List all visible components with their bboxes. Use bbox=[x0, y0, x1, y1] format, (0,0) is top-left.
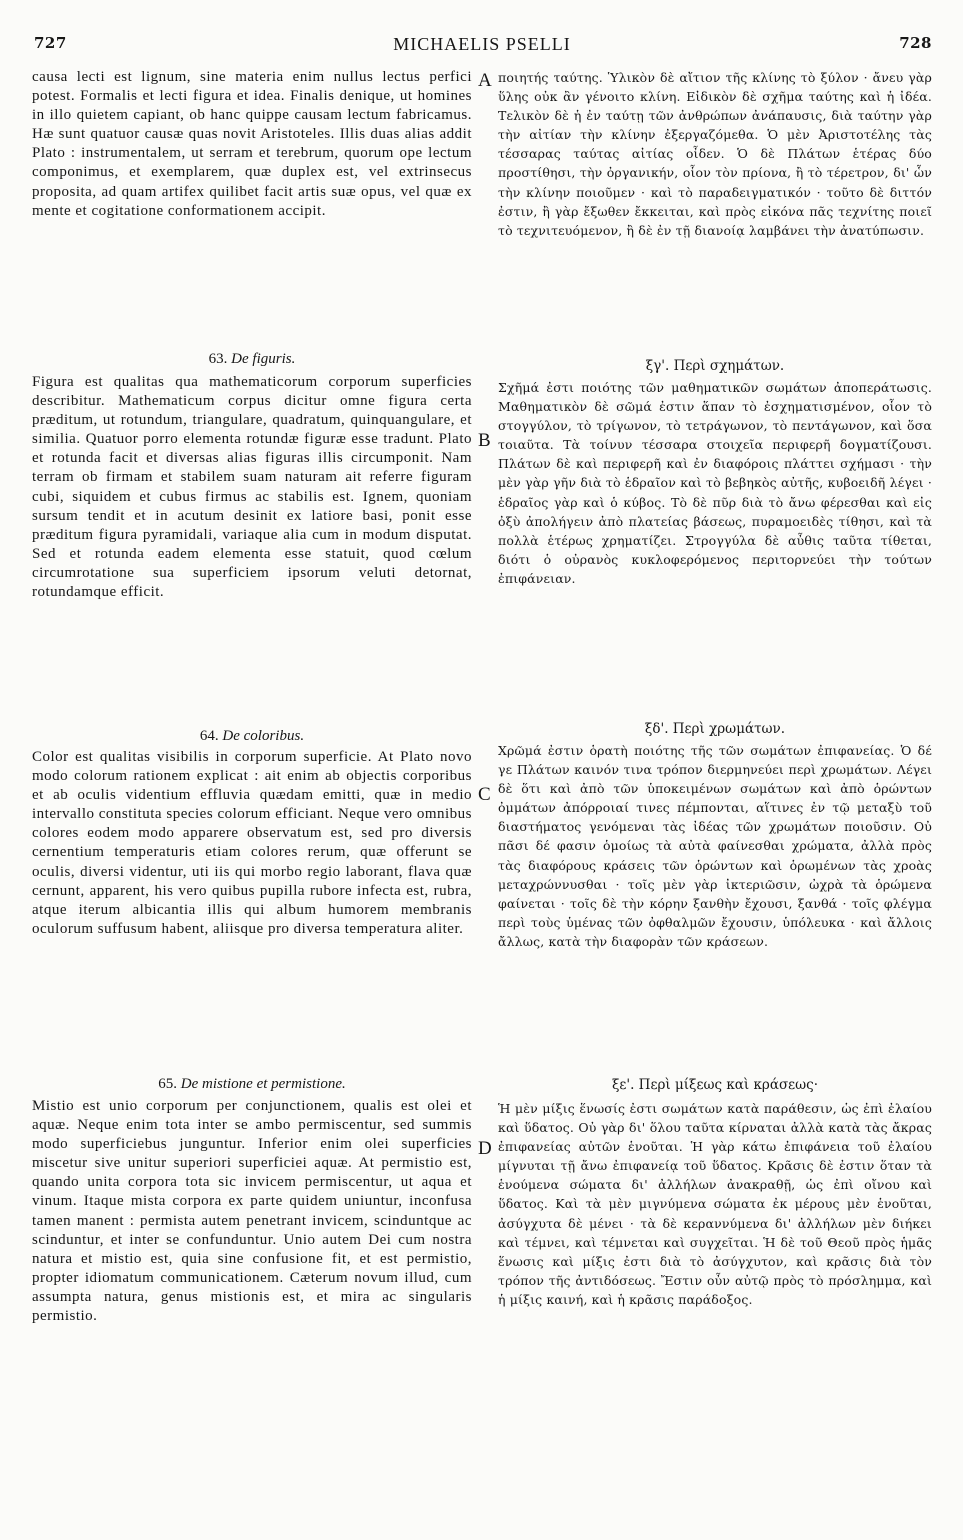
left-page-number: 727 bbox=[34, 34, 67, 52]
section-number: 65. bbox=[158, 1076, 177, 1092]
latin-section-64-text: Color est qualitas visibilis in corporum superficie. At Plato novo modo colorum rationem explicat : ait enim ab objectis corporibus et ab oculis videntium effluvia quædam emitti, quæ in medio intervallo constituta species colorum efficiant. Neque vero omnibus colores eodem modo apparere observatum est, sed pro diversis cernentium temperaturis etiam colores rerum, quæ offerunt se oculis, diversi videntur, uti iis qui morbo regio laborant, flava quæ cernunt, apparent, his vero quibus pupilla rubore infecta est, rubra, atque iterum albicantia illis qui album humorem membranis oculorum suffusum habent, aliisque pro diversa temperatura aliter. bbox=[32, 749, 472, 937]
margin-marker-d: D bbox=[478, 1138, 492, 1159]
section-title: De mistione et permistione. bbox=[180, 1076, 346, 1092]
running-title: MICHAELIS PSELLI bbox=[393, 34, 571, 54]
latin-section-63-text: Figura est qualitas qua mathematicorum corporum superficies describitur. Mathematicum corpus dicitur omne figura certa præditum, ut rotundum, triangulare, quadratum, quinquangulare, et similia. Quatuor porro elementa rotundæ figuræ esse tradunt. Plato et rotunda facit et diversas alias figuras illis circumponit. Nam terram ob firmam et stabilem suam naturam ait referre figuram cubi, siquidem et cubus firmus ac stabilis est. Ignem, quoniam sursum tendit et in acutum desinit ex latiore basi, ponit esse præditum figura pyramidali, variaque alia cum in modum disputat. Sed et rotunda eadem elementa esse statuit, quod cœlum circumrotatione sua superficiem ipsorum veluti detornat, rotundamque efficit. bbox=[32, 374, 472, 601]
latin-section-64-heading bbox=[32, 727, 472, 746]
page-header bbox=[32, 34, 932, 60]
greek-section-63-heading: ξγ'. Περὶ σχημάτων. bbox=[645, 358, 785, 374]
section-title: De figuris. bbox=[231, 351, 296, 367]
greek-section-63-text: Σχῆμά ἐστι ποιότης τῶν μαθηματικῶν σωμάτων ἀποπεράτωσις. Μαθηματικὸν δὲ σῶμά ἐστιν ἅπαν τὸ ἐσχηματισμένον, οἷον τὸ στογγύλον, τὸ τρίγωνον, τὸ τετράγωνον, τὸ πεντάγωνον, καὶ ὅσα τοιαῦτα. Τὰ τοίνυν τέσσαρα στοιχεῖα περιφερῆ δογματίζουσι. Πλάτων δὲ καὶ περιφερῆ καὶ ἐν διαφόροις πλάττει σχήμασι · τὴν μὲν γὰρ γῆν διὰ τὸ ἑδραῖον καὶ τὸ βεβηκὸς αὐτῆς, κυβοειδῆ λέγει · ἑδραῖος γὰρ καὶ ὁ κύβος. Τὸ δὲ πῦρ διὰ τὸ ἄνω φέρεσθαι καὶ εἰς ὀξὺ ἀπολήγειν ἀπὸ πλατείας βάσεως, πυραμοειδὲς τίθησι, καὶ τὰ πολλὰ ἑτέρως χρηματίζει. Στρογγύλα δὲ αὖθις ταῦτα τίθεται, διότι ὁ οὐρανὸς κυκλοφερόμενος περιτορνεύει τὴν τούτων ἐπιφάνειαν. bbox=[498, 380, 932, 586]
greek-section-64-text: Χρῶμά ἐστιν ὁρατὴ ποιότης τῆς τῶν σωμάτων ἐπιφανείας. Ὁ δέ γε Πλάτων καινόν τινα τρόπον διερμηνεύει περὶ χρωμάτων. Λέγει δὲ ὅτι καὶ ἀπὸ τῶν ὑποκειμένων σωμάτων καὶ ἀπὸ ὁρώντων ὀμμάτων ἀπόρροιαί τινες πέμπονται, αἵτινες ἐν τῷ μεταξὺ τοῦ διαστήματος γενόμεναι τὰς ἰδέας τῶν χρωμάτων ποιοῦσιν. Οὐ πᾶσι δέ φασιν ὁμοίως τὰ αὐτὰ φαίνεσθαι χρώματα, ἀλλὰ πρὸς τὰς διαφόρους κράσεις τῶν ὁρώντων καὶ ὁρωμένων τὰς χροὰς μεταχρώννυσθαι · τοῖς μὲν γὰρ ἰκτεριῶσιν, ὠχρὰ τὰ ὁρώμενα φαίνεται · τοῖς δὲ τὴν κόρην ξανθὴν ἔχουσι, ξανθά · τοῖς φλέγμα περὶ τοὺς ὑμένας τῶν ὀφθαλμῶν ἔχουσιν, ὑπόλευκα · καὶ ἄλλοις ἄλλως, κατὰ τὴν διαφορὰν τῶν κράσεων. bbox=[498, 743, 932, 949]
greek-intro-paragraph: ποιητής ταύτης. Ὑλικὸν δὲ αἴτιον τῆς κλίνης τὸ ξύλον · ἄνευ γὰρ ὕλης οὐκ ἂν γένοιτο κλίνη. Εἰδικὸν δὲ σχῆμα ταύτης καὶ ἡ ἰδέα. Τελικὸν δὲ ἡ ἐν ταύτῃ τῶν ἀνθρώπων ἀνάπαυσις, διὰ ταύτην γὰρ τὴν αἰτίαν τὴν κλίνην ἐξεργαζόμεθα. Ὁ μὲν Ἀριστοτέλης τὰς τέσσαρας ταύτας αἰτίας οἶδεν. Ὁ δὲ Πλάτων ἑτέρας δύο προστίθησι, τὴν ὀργανικήν, οἷον τὸν πρίονα, ἢ τὸ τέρετρον, δι' ὧν τὴν κλίνην ποιοῦμεν · καὶ τὸ παραδειγματικόν · τοῦτο δὲ διττόν ἐστιν, ἢ γὰρ ἔξωθεν ἔκκειται, καὶ πρὸς εἰκόνα πᾶς τεχνίτης ποιεῖ τὸ τεχνιτευόμενον, ἢ δὲ ἐν τῇ διανοίᾳ λαμβάνει τὴν ἀνατύπωσιν. bbox=[498, 70, 932, 238]
greek-section-65-heading: ξε'. Περὶ μίξεως καὶ κράσεως· bbox=[611, 1077, 819, 1093]
latin-section-65-text: Mistio est unio corporum per conjunctionem, qualis est olei et aquæ. Neque enim tota inter se ambo permiscentur, sed summis modo superficiebus junguntur. Inferior enim olei superficies miscetur sive unitur superiori superficiei aquæ. At permistio est, quando unita corpora tota sic invicem permiscentur, ut aqua et vinum. Itaque mista corpora ex parte quidem uniuntur, inconfusa tamen manent : permista autem penetrant invicem, scinduntque ac scinduntur, et inter se confunduntur. Unio autem Dei cum nostra natura et mistio est, quia sine confusione fit, et est permistio, propter idiomatum communicationem. Cæterum novum illud, cum assumpta natura, genus mistionis est, et mira ac singularis permistio. bbox=[32, 1098, 472, 1325]
greek-section-65-text: Ἡ μὲν μίξις ἕνωσίς ἐστι σωμάτων κατὰ παράθεσιν, ὡς ἐπὶ ἐλαίου καὶ ὕδατος. Οὐ γὰρ δι' ὅλου ταῦτα κίρναται ἀλλὰ κατὰ τὰς ἄκρας ἐπιφανείας αὐτῶν ἑνοῦται. Ἡ γὰρ κάτω ἐπιφάνεια τοῦ ἐλαίου μίγνυται τῇ ἄνω ἐπιφανείᾳ τοῦ ὕδατος. Κρᾶσις δὲ ἐστιν ὅταν τὰ ἑνούμενα σώματα δι' ἀλλήλων ἀνακραθῇ, ὡς ἐπὶ οἴνου καὶ ὕδατος. Καὶ τὰ μὲν μιγνύμενα σώματα ἐκ μέρους μὲν ἑνοῦται, ἀσύγχυτα δὲ μένει · τὰ δὲ κεραννύμενα δι' ἀλλήλων μὲν διήκει καὶ τέμνει, καὶ τέμνεται καὶ συγχεῖται. Ἡ δὲ τοῦ Θεοῦ πρὸς ἡμᾶς ἕνωσις καὶ μίξις ἐστι διὰ τὸ ἀσύγχυτον, καὶ κρᾶσις διὰ τὸν τρόπον τῆς ἀντιδόσεως. Ἔστιν οὖν αὐτῷ πρὸς τὸ πρόσλημμα, καὶ ἡ μίξις καινή, καὶ ἡ κρᾶσις παράδοξος. bbox=[498, 1101, 932, 1307]
section-number: 63. bbox=[208, 351, 228, 367]
margin-marker-a: A bbox=[478, 70, 492, 91]
right-page-number: 728 bbox=[899, 34, 932, 52]
latin-intro-paragraph: causa lecti est lignum, sine materia enim nullus lectus perfici potest. Formalis et lecti figura et idea. Finalis denique, ut homines in illo quietem capiant, ob hanc quippe causam lectum fabricamus. Hæ sunt quatuor causæ quas novit Aristoteles. Illis duas alias addit Plato : instrumentalem, ut serram et terebrum, quorum ope lectum componimus, et exemplarem, quæ duplex est, vel extrinsecus proposita, ad quam artifex quilibet facit artis suæ opus, vel quæ ex mente et cogitatione conformationem accipit. bbox=[32, 69, 472, 219]
section-number: 64. bbox=[199, 728, 219, 744]
latin-section-65-heading bbox=[32, 1075, 472, 1094]
margin-marker-b: B bbox=[478, 430, 491, 451]
latin-section-63-heading bbox=[32, 350, 472, 369]
greek-section-64-heading: ξδ'. Περὶ χρωμάτων. bbox=[644, 721, 786, 737]
margin-marker-c: C bbox=[478, 784, 491, 805]
section-title: De coloribus. bbox=[222, 728, 305, 744]
